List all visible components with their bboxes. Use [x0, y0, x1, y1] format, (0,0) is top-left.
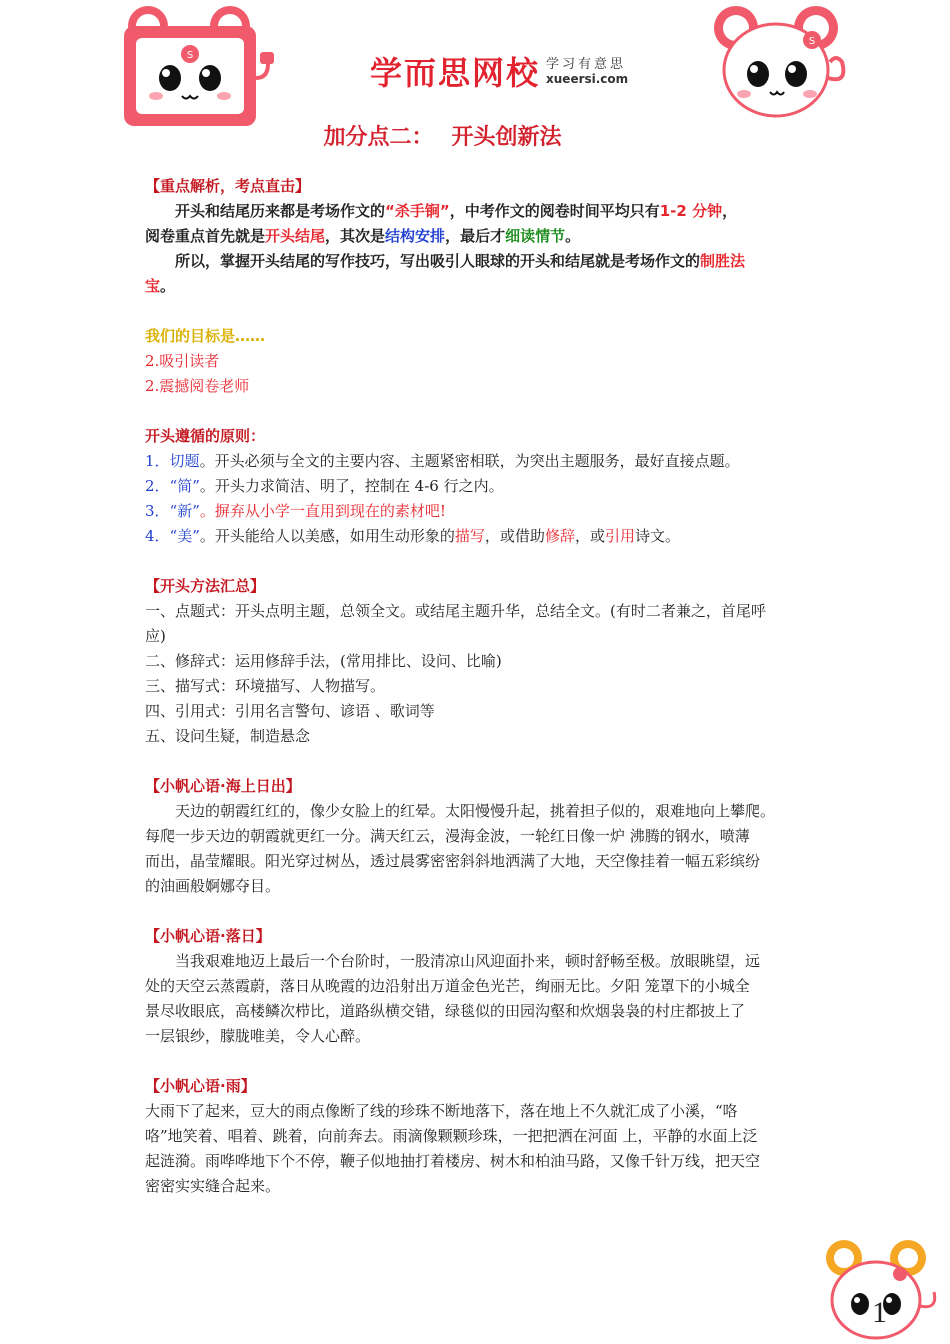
sample-line: 天边的朝霞红红的，像少女脸上的红晕。太阳慢慢升起，挑着担子似的，艰难地向上攀爬。 [175, 802, 776, 820]
principle-key: 切题 [169, 452, 200, 470]
principle-item [145, 499, 810, 524]
list-number: 1． [145, 452, 170, 470]
principle-item [145, 474, 810, 499]
highlight-trump-card: “杀手锏” [385, 202, 450, 220]
highlight-rhetoric: 修辞 [544, 527, 575, 545]
goal-item: 2.震撼阅卷老师 [145, 377, 250, 395]
paragraph-key-points-3 [145, 249, 810, 274]
sample-line: 一层银纱，朦胧唯美，令人心醉。 [145, 1027, 371, 1045]
paragraph-key-points-1 [145, 199, 810, 224]
sample-line: 每爬一步天边的朝霞就更红一分。满天红云，漫海金波，一轮红日像一炉 沸腾的钢水，喷薄 [145, 827, 750, 845]
title-part2: 开头创新法 [451, 125, 562, 150]
highlight-opening-ending: 开头结尾 [265, 227, 326, 245]
sample-line: 的油画般婀娜夺目。 [145, 877, 281, 895]
brand-slogan: 学习有意思 [546, 56, 627, 72]
goals-heading: 我们的目标是…… [145, 327, 266, 345]
highlight-quote: 引用 [604, 527, 635, 545]
sample-heading-sunset: 【小帆心语·落日】 [145, 927, 271, 945]
paragraph-key-points-2 [145, 224, 810, 249]
brand-name: 学而思网校 [370, 54, 541, 92]
sample-line: 大雨下了起来，豆大的雨点像断了线的珍珠不断地落下，落在地上不久就汇成了小溪，“咯 [145, 1102, 738, 1120]
text-run: ，其次是 [325, 227, 386, 245]
text-run: 。 [160, 277, 176, 295]
paragraph-key-points-4 [145, 274, 810, 299]
list-number: 2． [145, 477, 170, 495]
page-number: 1 [872, 1296, 887, 1329]
sample-line: 密密实实缝合起来。 [145, 1177, 281, 1195]
highlight-reading-time: 1-2 分钟 [659, 202, 723, 220]
sample-line: 而出，晶莹耀眼。阳光穿过树丛，透过晨雾密密斜斜地洒满了大地，天空像挂着一幅五彩缤纷 [145, 852, 761, 870]
principles-heading: 开头遵循的原则： [145, 427, 266, 445]
method-line: 五、设问生疑，制造悬念 [145, 727, 311, 745]
mascot-square-logo [108, 4, 278, 134]
highlight-structure: 结构安排 [385, 227, 446, 245]
text-run: 。开头能给人以美感，如用生动形象的 [199, 527, 455, 545]
brand-url: xueersi.com [546, 71, 629, 86]
document-body [145, 174, 810, 1199]
page-title [0, 120, 885, 151]
highlight-plot: 细读情节 [505, 227, 566, 245]
sample-line: 景尽收眼底，高楼鳞次栉比，道路纵横交错，绿毯似的田园沟壑和炊烟袅袅的村庄都披上了 [145, 1002, 746, 1020]
text-run: 。摒弃从小学一直用到现在的素材吧! [199, 502, 446, 520]
text-run: 开头和结尾历来都是考场作文的 [175, 202, 386, 220]
text-run: ，最后才 [445, 227, 506, 245]
principle-key: “简” [169, 477, 200, 495]
list-number: 3． [145, 502, 170, 520]
text-run: 。开头必须与全文的主要内容、主题紧密相联，为突出主题服务，最好直接点题。 [199, 452, 740, 470]
sample-line: 当我艰难地迈上最后一个台阶时，一股清凉山风迎面扑来，顿时舒畅至极。放眼眺望，远 [175, 952, 761, 970]
text-run: ， [722, 202, 738, 220]
sample-heading-sunrise: 【小帆心语·海上日出】 [145, 777, 301, 795]
method-line: 二、修辞式：运用修辞手法，(常用排比、设问、比喻) [145, 652, 502, 670]
principle-item [145, 449, 810, 474]
text-run: 所以，掌握开头结尾的写作技巧，写出吸引人眼球的开头和结尾就是考场作文的 [175, 252, 701, 270]
method-line: 四、引用式：引用名言警句、谚语 、歌词等 [145, 702, 435, 720]
text-run: 。 [565, 227, 581, 245]
brand-logo [370, 48, 628, 94]
text-run: ，或 [574, 527, 605, 545]
list-number: 4． [145, 527, 170, 545]
principle-key: “新” [169, 502, 200, 520]
mascot-round-logo [708, 2, 868, 122]
principle-key: “美” [169, 527, 200, 545]
method-line: 三、描写式：环境描写、人物描写。 [145, 677, 386, 695]
highlight-winning-tool: 制胜法 [700, 252, 746, 270]
highlight-description: 描写 [454, 527, 485, 545]
text-run: 阅卷重点首先就是 [145, 227, 266, 245]
goal-item: 2.吸引读者 [145, 352, 220, 370]
text-run: 诗文。 [634, 527, 680, 545]
svg-text:S: S [808, 36, 816, 47]
principle-item [145, 524, 810, 549]
sample-line: 咯”地笑着、唱着、跳着，向前奔去。雨滴像颗颗珍珠，一把把洒在河面 上，平静的水面上泛 [145, 1127, 758, 1145]
method-line: 一、点题式：开头点明主题，总领全文。或结尾主题升华，总结全文。(有时二者兼之，首尾呼 [145, 602, 766, 620]
highlight-winning-tool-end: 宝 [145, 277, 161, 295]
title-part1: 加分点二： [323, 125, 434, 150]
text-run: ，或借助 [484, 527, 545, 545]
text-run: ，中考作文的阅卷时间平均只有 [449, 202, 660, 220]
text-run: 。开头力求简洁、明了，控制在 4-6 行之内。 [199, 477, 504, 495]
svg-text:S: S [186, 50, 194, 61]
section-heading-key-points: 【重点解析，考点直击】 [145, 177, 311, 195]
methods-heading: 【开头方法汇总】 [145, 577, 266, 595]
sample-line: 处的天空云蒸霞蔚，落日从晚霞的边沿射出万道金色光芒，绚丽无比。夕阳 笼罩下的小城全 [145, 977, 750, 995]
sample-line: 起涟漪。雨哗哗地下个不停，鞭子似地抽打着楼房、树木和柏油马路，又像千针万线，把天空 [145, 1152, 761, 1170]
method-line: 应) [145, 627, 166, 645]
sample-heading-rain: 【小帆心语·雨】 [145, 1077, 256, 1095]
